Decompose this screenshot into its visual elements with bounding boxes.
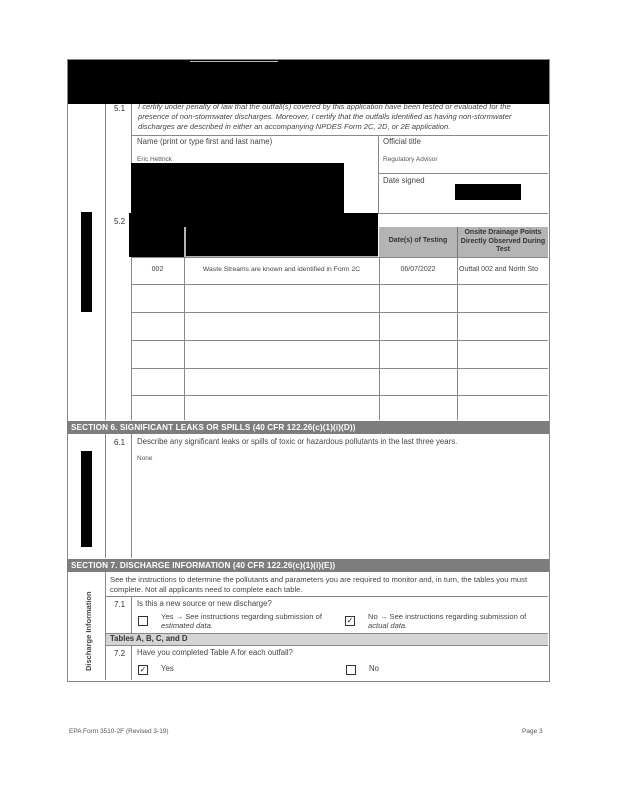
redaction-date-signed <box>455 184 521 200</box>
table-row-outfall: 002 <box>151 266 164 273</box>
q71-yes-label <box>161 612 322 630</box>
left-col-divider-1 <box>105 104 106 420</box>
q71-text: Is this a new source or new discharge? <box>137 599 272 608</box>
s7-intro <box>110 575 527 595</box>
table-row-line-1 <box>131 284 548 285</box>
cert-line-2: presence of non-stormwater discharges. Moreover, I certify that the outfalls identified as having non-stormwater <box>138 112 512 121</box>
sig-grid-mid <box>378 135 379 213</box>
cert-line-1: I certify under penalty of law that the outfall(s) covered by this application have been tested or evaluated for the <box>138 102 511 111</box>
table-row-line-2 <box>131 312 548 313</box>
s6-question: Describe any significant leaks or spills of toxic or hazardous pollutants in the last three years. <box>137 437 458 446</box>
table-col-line-3 <box>457 257 458 420</box>
name-value: Eric Hettrick <box>137 156 173 163</box>
section-7-header: SECTION 7. DISCHARGE INFORMATION (40 CFR 122.26(c)(1)(i)(E)) <box>67 559 549 572</box>
col-dates-header: Date(s) of Testing <box>388 237 448 244</box>
s6-left-divider-1 <box>105 434 106 558</box>
item-6-1-number: 6.1 <box>114 438 126 447</box>
redaction-table-head-1 <box>129 213 184 257</box>
official-title-value: Regulatory Advisor <box>383 156 438 163</box>
item-7-1-number: 7.1 <box>114 600 126 609</box>
q71-no-checkbox[interactable]: ✓ <box>346 616 354 625</box>
q72-no-label: No <box>369 664 379 673</box>
table-row-line-3 <box>131 340 548 341</box>
redaction-table-intro <box>184 213 378 227</box>
table-row-method: Waste Streams are known and identified in Form 2C <box>202 266 361 273</box>
s7-intro-line-2: complete. Not all applicants need to complete each table. <box>110 585 303 594</box>
table-col-line-2 <box>379 257 380 420</box>
sig-grid-top <box>131 135 548 136</box>
table-row-points: Outfall 002 and North Sto <box>459 266 538 273</box>
q72-no-checkbox[interactable] <box>346 665 356 675</box>
q71-no-line-2: actual data. <box>368 621 408 630</box>
tables-label: Tables A, B, C, and D <box>110 634 188 643</box>
table-col-line-1 <box>184 257 185 420</box>
table-row-date: 06/07/2022 <box>400 266 436 273</box>
redaction-side-5 <box>81 212 92 312</box>
s7-row-line-1 <box>105 596 548 597</box>
s6-answer: None <box>137 455 153 462</box>
name-label: Name (print or type first and last name) <box>137 137 273 146</box>
footer-form-id: EPA Form 3510-2F (Revised 3-19) <box>69 728 169 735</box>
q71-yes-checkbox[interactable] <box>138 616 148 626</box>
q71-yes-line-2: estimated data. <box>161 621 213 630</box>
q72-yes-checkbox[interactable]: ✓ <box>139 665 147 674</box>
discharge-info-side-label: Discharge Information <box>84 591 93 671</box>
q71-no-line-1: No → See instructions regarding submission of <box>368 612 527 621</box>
sig-grid-right-divider <box>378 173 548 174</box>
table-row-line-0 <box>131 257 548 258</box>
s7-intro-line-1: See the instructions to determine the pollutants and parameters you are required to monitor and, in turn, the tables you must <box>110 575 528 584</box>
cert-line-3: discharges are described in either an accompanying NPDES Form 2C, 2D, or 2E application. <box>138 122 451 131</box>
redaction-side-6 <box>81 451 92 547</box>
table-row-line-5 <box>131 395 548 396</box>
s6-left-divider-2 <box>131 434 132 558</box>
redaction-signature <box>131 163 344 213</box>
q72-text: Have you completed Table A for each outfall? <box>137 648 293 657</box>
section-6-header: SECTION 6. SIGNIFICANT LEAKS OR SPILLS (40 CFR 122.26(c)(1)(i)(D)) <box>67 421 549 434</box>
official-title-label: Official title <box>383 137 421 146</box>
footer-page-number: Page 3 <box>522 728 543 735</box>
redaction-table-head-2 <box>186 227 378 256</box>
q72-yes-label: Yes <box>161 664 174 673</box>
col-onsite-header: Onsite Drainage Points Directly Observed During Test <box>460 229 546 253</box>
s7-left-divider-1 <box>105 572 106 680</box>
table-row-line-4 <box>131 368 548 369</box>
certification-text <box>138 102 546 132</box>
q71-yes-line-1: Yes → See instructions regarding submission of <box>161 612 322 621</box>
q71-no-label <box>368 612 526 630</box>
date-signed-label: Date signed <box>383 176 425 185</box>
left-col-divider-2 <box>131 104 132 420</box>
item-5-1-number: 5.1 <box>114 104 126 113</box>
s7-row-line-3 <box>105 645 548 646</box>
item-5-2-number: 5.2 <box>114 217 126 226</box>
item-7-2-number: 7.2 <box>114 649 126 658</box>
